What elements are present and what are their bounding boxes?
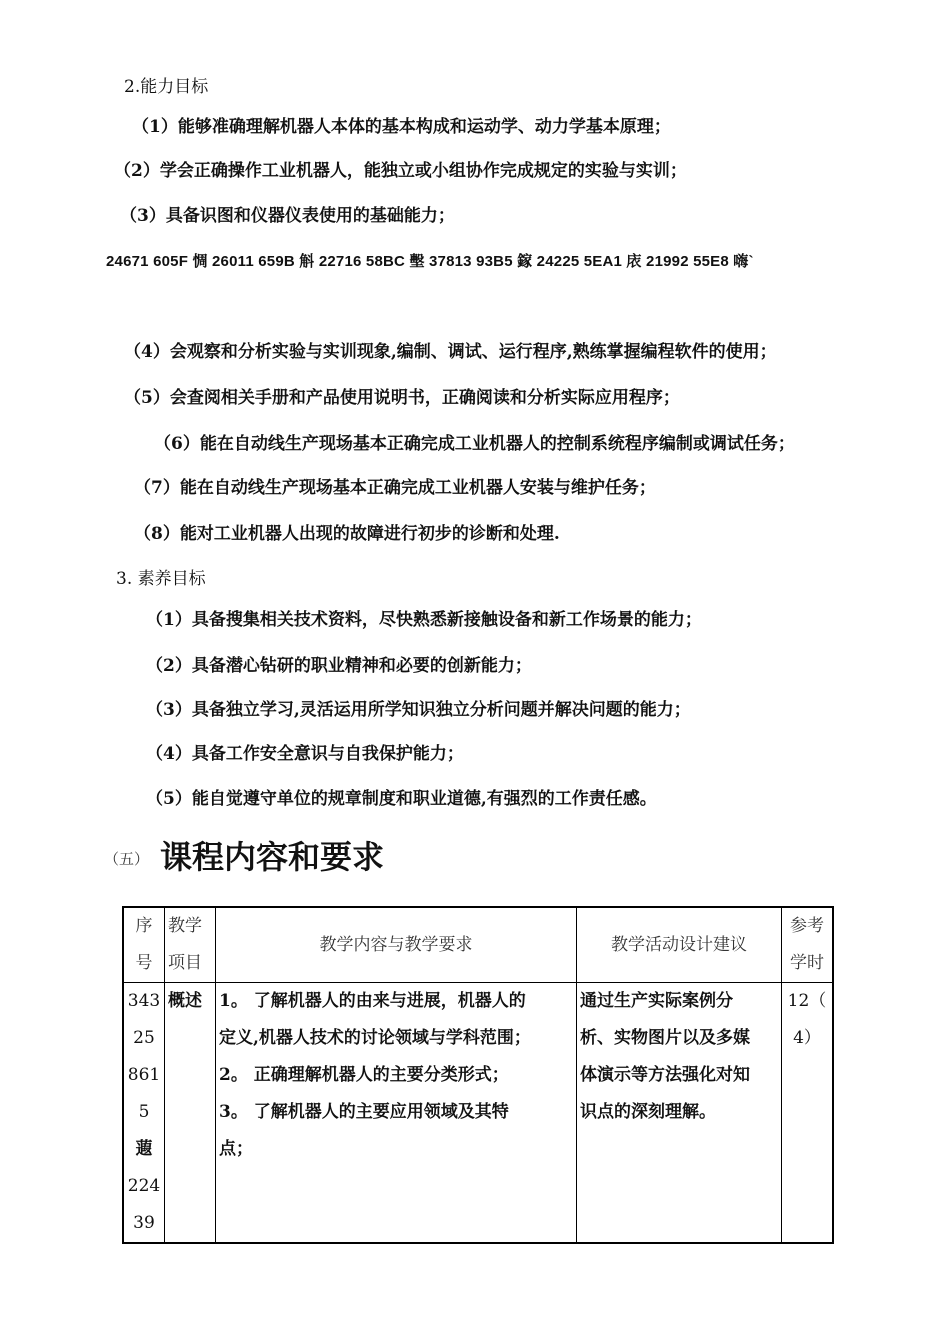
ability-item-3: （3）具备识图和仪器仪表使用的基础能力； [120,206,455,226]
row-no: 343 25 861 5 蕸 224 39 [123,983,165,1244]
row-content: 1。 了解机器人的由来与进展，机器人的 定义,机器人技术的讨论领域与学科范围； 2。 正确理解机器人的主要分类形式； 3。 了解机器人的主要应用领域及其特 点； [216,983,577,1244]
code-line: 24671 605F 惆 26011 659B 斛 22716 58BC 墼 37813 93B5 鎵 24225 5EA1 庡 21992 55E8 嗨` [106,253,754,270]
table-row [123,983,833,1244]
quality-item-1: （1）具备搜集相关技术资料，尽快熟悉新接触设备和新工作场景的能力； [146,610,702,630]
quality-item-4: （4）具备工作安全意识与自我保护能力； [146,744,464,764]
table-header-row [123,907,833,983]
quality-heading: 3. 素养目标 [116,569,206,589]
ability-item-2: （2）学会正确操作工业机器人，能独立或小组协作完成规定的实验与实训； [114,161,687,181]
ability-item-4: （4）会观察和分析实验与实训现象,编制、调试、运行程序,熟练掌握编程软件的使用； [124,342,777,362]
header-project: 教学 项目 [165,907,216,983]
quality-item-5: （5）能自觉遵守单位的规章制度和职业道德,有强烈的工作责任感。 [146,789,657,809]
quality-item-2: （2）具备潜心钻研的职业精神和必要的创新能力； [146,656,532,676]
row-hours: 12（ 4） [782,983,834,1244]
section-title: 课程内容和要求 [160,838,385,876]
ability-item-5: （5）会查阅相关手册和产品使用说明书，正确阅读和分析实际应用程序； [124,388,680,408]
ability-item-7: （7）能在自动线生产现场基本正确完成工业机器人安装与维护任务； [134,478,656,498]
ability-item-8: （8）能对工业机器人出现的故障进行初步的诊断和处理. [134,524,560,544]
header-no: 序 号 [123,907,165,983]
header-content: 教学内容与教学要求 [216,907,577,983]
header-hours: 参考 学时 [782,907,834,983]
ability-heading: 2.能力目标 [124,77,209,97]
course-table [122,906,834,1244]
ability-item-6: （6）能在自动线生产现场基本正确完成工业机器人的控制系统程序编制或调试任务； [154,434,795,454]
ability-item-1: （1）能够准确理解机器人本体的基本构成和运动学、动力学基本原理； [132,117,671,137]
row-project: 概述 [165,983,216,1244]
header-activity: 教学活动设计建议 [577,907,782,983]
quality-item-3: （3）具备独立学习,灵活运用所学知识独立分析问题并解决问题的能力； [146,700,691,720]
section-prefix: （五） [104,850,150,868]
row-activity: 通过生产实际案例分 析、实物图片以及多媒 体演示等方法强化对知 识点的深刻理解。 [577,983,782,1244]
